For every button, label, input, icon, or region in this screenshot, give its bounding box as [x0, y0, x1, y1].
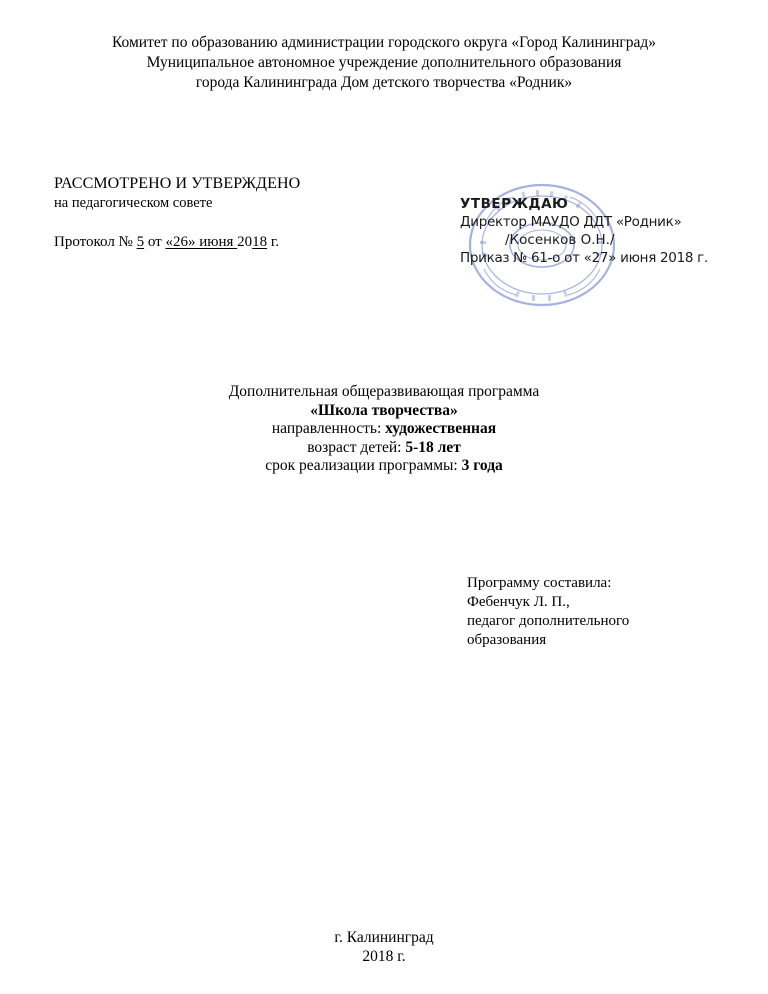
footer-city: г. Калининград — [334, 929, 434, 946]
protocol-month: июня — [195, 234, 238, 250]
program-direction — [0, 420, 768, 439]
footer-year: 2018 г. — [362, 948, 406, 965]
age-value: 5-18 лет — [405, 438, 461, 456]
header-line-institution: Муниципальное автономное учреждение дополнительного образования — [146, 54, 622, 71]
director-signature: /Косенков О.Н./ — [505, 232, 615, 248]
program-age — [0, 439, 768, 458]
protocol-from: от — [144, 234, 166, 250]
considered-title: РАССМОТРЕНО И УТВЕРЖДЕНО — [54, 175, 301, 192]
order-line: Приказ № 61-о от «27» июня 2018 г. — [460, 250, 708, 266]
director-position: Директор МАУДО ДДТ «Родник» — [460, 214, 682, 230]
protocol-prefix: Протокол № — [54, 234, 137, 250]
considered-block — [54, 174, 300, 251]
program-block — [0, 383, 768, 476]
considered-subtitle: на педагогическом совете — [54, 195, 213, 211]
term-value: 3 года — [461, 457, 503, 474]
approved-block — [460, 195, 745, 267]
program-name: «Школа творчества» — [310, 401, 458, 419]
author-role-line1: педагог дополнительного — [467, 613, 630, 629]
age-label: возраст детей: — [307, 438, 406, 456]
organization-header — [0, 33, 768, 93]
author-name: Фебенчук Л. П., — [467, 594, 570, 610]
protocol-number: 5 — [136, 234, 145, 250]
protocol-day: «26» — [165, 234, 196, 250]
program-term — [0, 457, 768, 476]
protocol-year-end: 18 — [252, 234, 268, 250]
header-line-committee: Комитет по образованию администрации городского округа «Город Калининград» — [111, 34, 657, 51]
approved-title: УТВЕРЖДАЮ — [460, 196, 569, 212]
direction-label: направленность: — [271, 420, 386, 437]
protocol-suffix: г. — [267, 234, 280, 250]
protocol-line — [54, 234, 300, 251]
protocol-year-start: 20 — [237, 234, 253, 250]
author-role-line2: образования — [467, 632, 547, 648]
program-type: Дополнительная общеразвивающая программа — [228, 383, 540, 400]
header-line-house: города Калининграда Дом детского творчества «Родник» — [195, 74, 573, 91]
term-label: срок реализации программы: — [265, 457, 462, 474]
author-caption: Программу составила: — [467, 575, 612, 591]
direction-value: художественная — [385, 420, 497, 437]
author-block — [467, 574, 727, 650]
footer-block — [0, 928, 768, 966]
